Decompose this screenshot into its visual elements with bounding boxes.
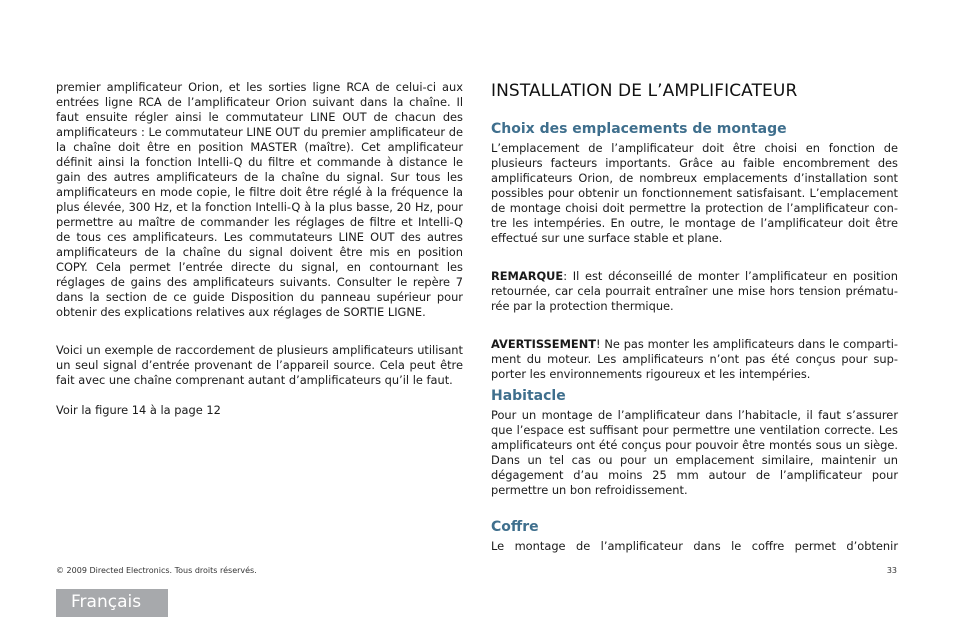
left-paragraph-1: premier amplificateur Orion, et les sorties ligne RCA de celui-ci aux entrées ligne RCA de l’amplificateur Orion suivant dans la chaîne. Il faut ensuite régler ainsi le commutateur LINE OUT de chacun des amplificateurs : Le commutateur LINE OUT du premier amplificateur de la chaîne doit être en position MASTER (maître). Cet amplificateur définit ainsi la fonction Intelli-Q du filtre et commande à distance le gain des autres amplificateurs de la chaîne du signal. Sur tous les amplificateurs en mode copie, le filtre doit être réglé à la fréquence la plus élevée, 300 Hz, et la fonction Intelli-Q à la plus basse, 20 Hz, pour permettre au maître de commander les réglages de filtre et Intelli-Q de tous ces amplificateurs. Les commutateurs LINE OUT des autres amplificateurs de la chaîne du signal doivent être mis en position COPY. Cela permet l’entrée directe du signal, en contournant les réglages de gains des amplificateurs suivants. Consulter le repère 7 dans la section de ce guide Disposition du panneau supérieur pour obtenir des explications relatives aux réglages de SORTIE LIGNE. bbox=[56, 80, 463, 319]
page-number: 33 bbox=[886, 566, 897, 575]
language-tab: Français bbox=[56, 589, 168, 617]
warning-paragraph bbox=[491, 337, 898, 382]
trunk-paragraph: Le montage de l’amplificateur dans le coffre permet d’obtenir bbox=[491, 539, 898, 553]
cabin-paragraph: Pour un montage de l’amplificateur dans l’habitacle, il faut s’assurer que l’espace est suffisant pour permettre une ventilation correcte. Les amplificateurs ont été conçus pour pouvoir être montés sous un siège. Dans un tel cas ou pour un emplacement similaire, maintenir un dégagement d’au moins 25 mm autour de l’amplificateur pour permettre un bon refroidissement. bbox=[491, 408, 898, 497]
warning-text: ! Ne pas monter les amplificateurs dans le compartiment du moteur. Les amplificateurs n’ont pas été conçus pour supporter les environnements rigoureux et les intempéries. bbox=[491, 337, 898, 381]
mounting-paragraph: L’emplacement de l’amplificateur doit être choisi en fonction de plusieurs facteurs importants. Grâce au faible encombrement des amplificateurs Orion, de nombreux emplacements d’installation sont possibles pour obtenir un fonctionnement satisfaisant. L’emplacement de montage choisi doit permettre la protection de l’amplificateur contre les intempéries. En outre, le montage de l’amplificateur doit être effectué sur une surface stable et plane. bbox=[491, 141, 898, 245]
left-paragraph-2: Voici un exemple de raccordement de plusieurs amplificateurs utilisant un seul signal d’entrée provenant de l’appareil source. Cela peut être fait avec une chaîne comprenant autant d’amplificateurs qu’il le faut. bbox=[56, 343, 463, 387]
remark-text: : Il est déconseillé de monter l’amplificateur en position retournée, car cela pourrait entraîner une mise hors tension prématurée par la protection thermique. bbox=[491, 269, 898, 313]
copyright-notice: © 2009 Directed Electronics. Tous droits réservés. bbox=[56, 566, 257, 575]
remark-label: REMARQUE bbox=[491, 269, 564, 283]
left-column bbox=[56, 80, 463, 418]
heading-cabin: Habitacle bbox=[491, 388, 566, 404]
remark-paragraph bbox=[491, 269, 898, 314]
right-column bbox=[491, 80, 898, 554]
heading-trunk: Coffre bbox=[491, 519, 539, 535]
section-title: INSTALLATION DE L’AMPLIFICATEUR bbox=[491, 81, 798, 101]
left-paragraph-3: Voir la figure 14 à la page 12 bbox=[56, 403, 221, 417]
heading-mounting-locations: Choix des emplacements de montage bbox=[491, 121, 787, 137]
warning-label: AVERTISSEMENT bbox=[491, 337, 597, 351]
